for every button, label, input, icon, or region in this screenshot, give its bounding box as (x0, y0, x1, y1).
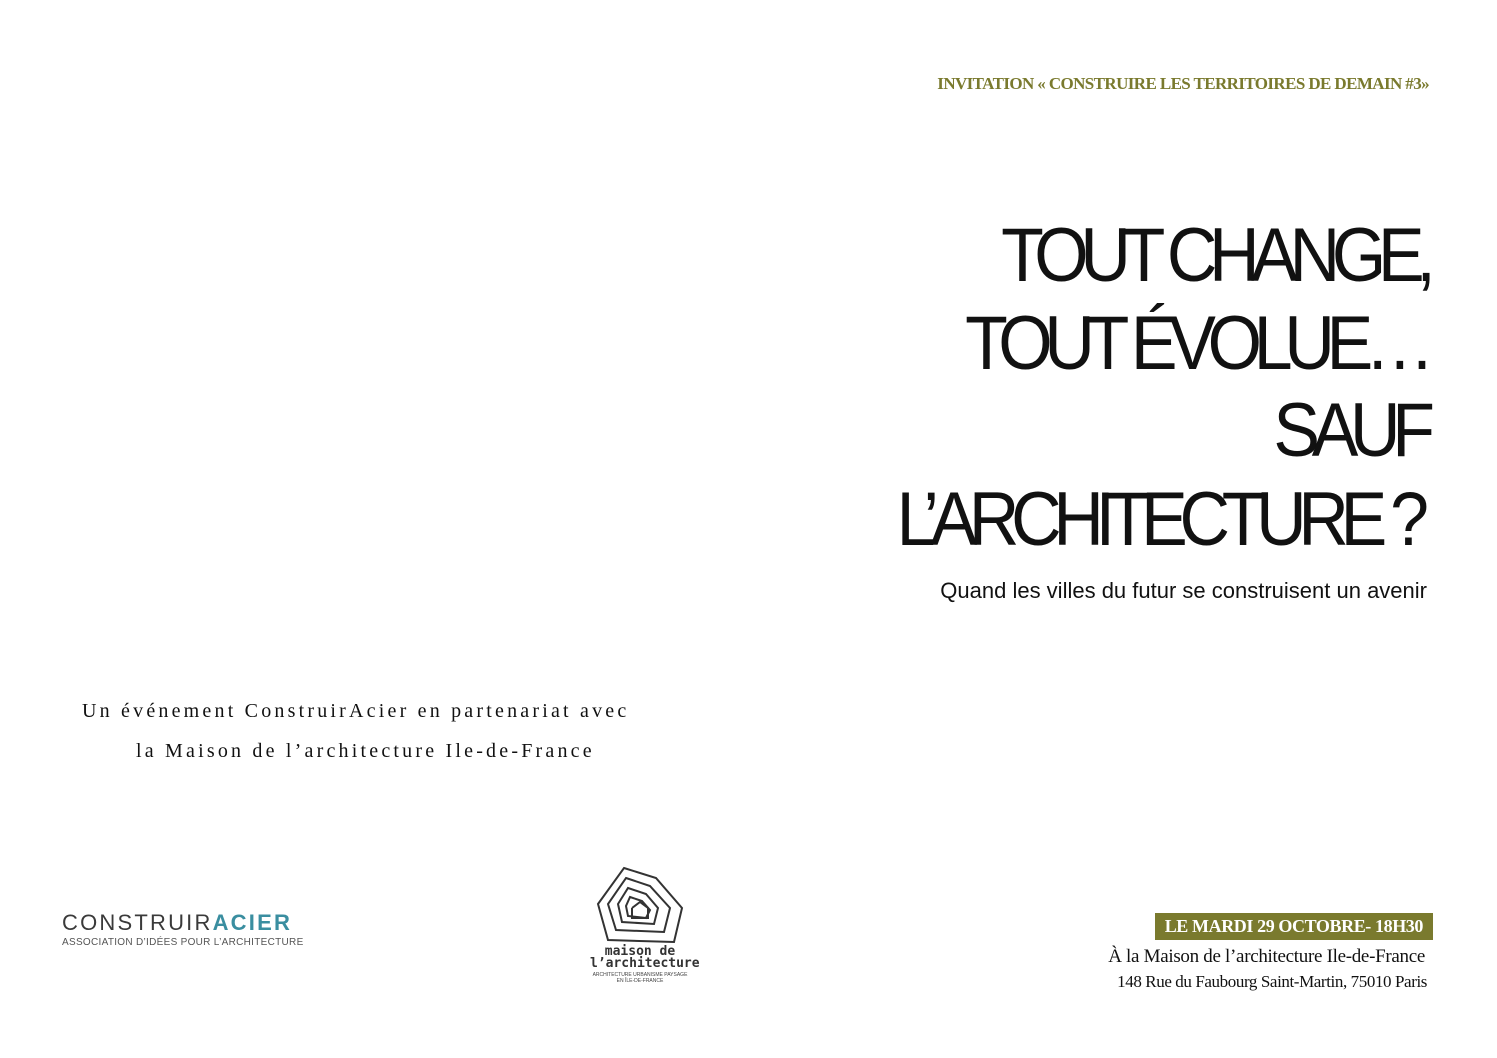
partnership-line-1: Un événement ConstruirAcier en partenariat avec (82, 700, 630, 722)
construiracier-name-b: ACIER (212, 910, 293, 935)
construiracier-tagline: ASSOCIATION D’IDÉES POUR L’ARCHITECTURE (62, 937, 304, 948)
title-line-1: TOUT CHANGE, (1000, 213, 1427, 298)
partnership-line-2: la Maison de l’architecture Ile-de-France (136, 740, 595, 762)
event-address: 148 Rue du Faubourg Saint-Martin, 75010 Paris (1117, 972, 1427, 991)
construiracier-logo (62, 910, 304, 948)
construiracier-name (62, 910, 304, 936)
title-line-3: SAUF (1273, 388, 1427, 473)
construiracier-name-a: CONSTRUIR (62, 910, 213, 935)
event-date-badge: LE MARDI 29 OCTOBRE- 18H30 (1155, 913, 1433, 940)
title-line-4: L’ARCHITECTURE ? (896, 477, 1421, 562)
title-line-2: TOUT ÉVOLUE… (965, 301, 1427, 386)
maison-name-line1: maison de (604, 944, 676, 959)
house-outline-icon (594, 864, 686, 946)
invitation-header: INVITATION « CONSTRUIRE LES TERRITOIRES DE DEMAIN #3» (937, 74, 1429, 93)
event-venue: À la Maison de l’architecture Ile-de-France (1108, 946, 1425, 967)
maison-name-line2: l’architecture (590, 956, 700, 971)
subtitle: Quand les villes du futur se construisent un avenir (940, 578, 1427, 603)
maison-architecture-logo (590, 864, 700, 984)
maison-tagline: ARCHITECTURE URBANISME PAYSAGE EN ÎLE-DE-FRANCE (592, 972, 688, 984)
